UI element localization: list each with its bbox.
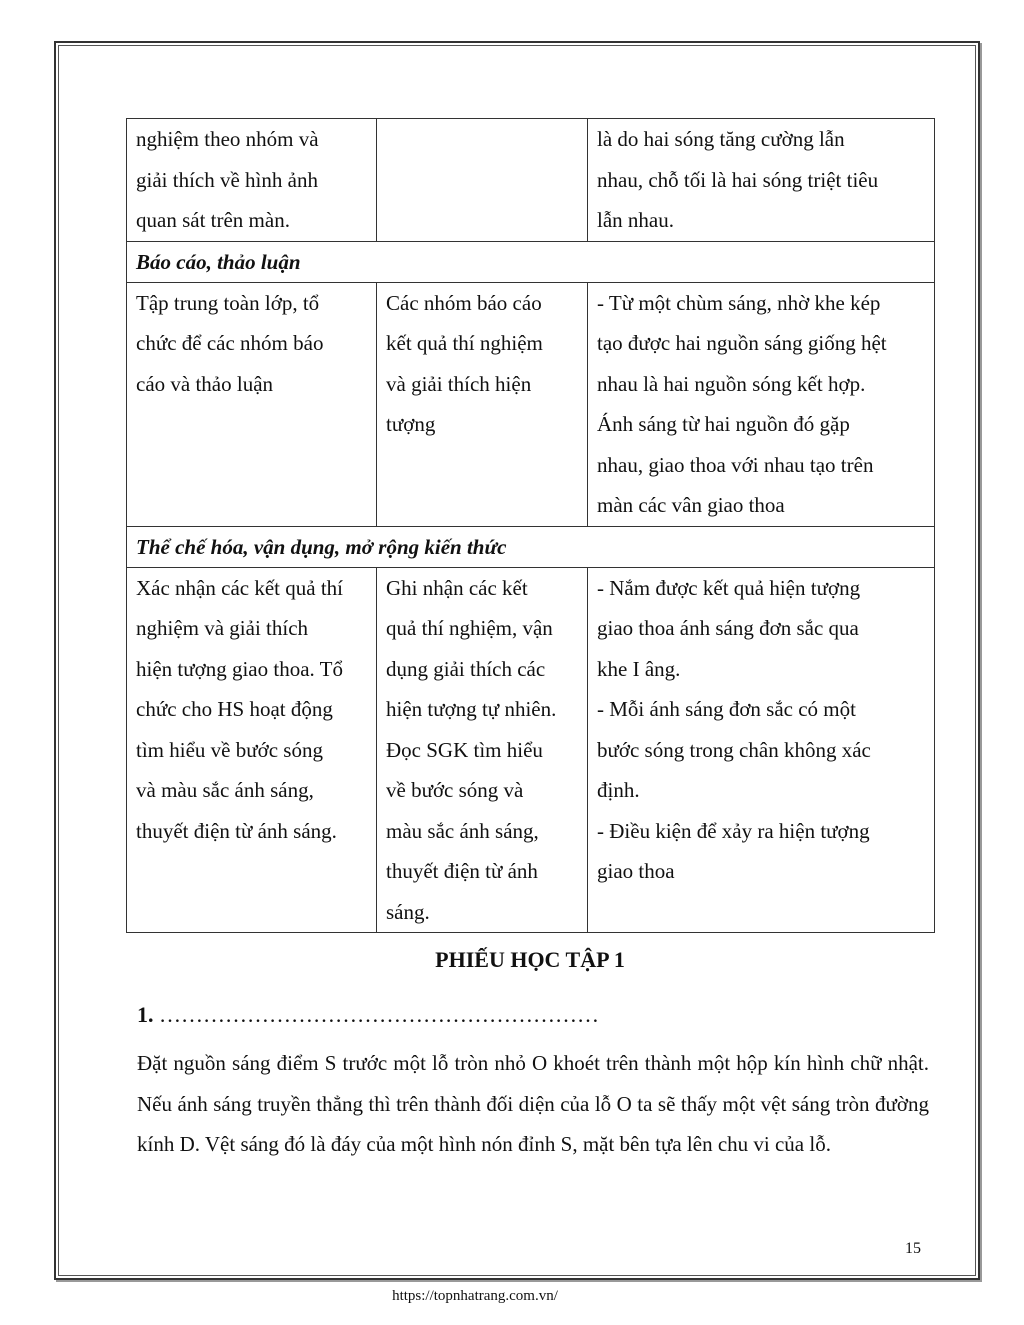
cell-text-line: sáng. xyxy=(386,899,430,924)
cell-text-line: thuyết điện từ ánh xyxy=(386,859,538,883)
cell-text-line: màu sắc ánh sáng, xyxy=(386,818,539,843)
table-row xyxy=(127,119,935,242)
cell-text-line: định. xyxy=(597,778,640,802)
cell-text-line: - Điều kiện để xảy ra hiện tượng xyxy=(597,818,870,843)
cell-text-line: bước sóng trong chân không xác xyxy=(597,737,871,762)
cell-text-line: Ánh sáng từ hai nguồn đó gặp xyxy=(597,412,850,436)
cell-text-line: giao thoa xyxy=(597,859,675,883)
cell-text-line: nghiệm theo nhóm và xyxy=(136,127,319,151)
cell-text-line: khe I âng. xyxy=(597,656,681,681)
cell-text-line: - Nắm được kết quả hiện tượng xyxy=(597,575,861,600)
cell-text-line: quả thí nghiệm, vận xyxy=(386,616,553,640)
student-activity-cell xyxy=(377,282,588,526)
cell-text-line: Ghi nhận các kết xyxy=(386,575,528,600)
footer-url: https://topnhatrang.com.vn/ xyxy=(392,1288,558,1304)
section-heading-institutionalize: Thể chế hóa, vận dụng, mở rộng kiến thức xyxy=(127,526,935,567)
cell-text-line: màn các vân giao thoa xyxy=(597,493,785,517)
question-line xyxy=(137,995,599,1035)
cell-text-line: nghiệm và giải thích xyxy=(136,616,309,640)
teacher-activity-cell xyxy=(127,282,377,526)
teacher-activity-cell xyxy=(127,567,377,933)
worksheet-title: PHIẾU HỌC TẬP 1 xyxy=(435,947,625,972)
cell-text-line: Tập trung toàn lớp, tổ xyxy=(136,290,320,315)
cell-text-line: - Mỗi ánh sáng đơn sắc có một xyxy=(597,697,856,721)
page-number: 15 xyxy=(905,1240,921,1257)
expected-outcome-cell xyxy=(588,567,935,933)
cell-text-line: hiện tượng giao thoa. Tổ xyxy=(136,656,343,681)
cell-text-line: nhau là hai nguồn sóng kết hợp. xyxy=(597,371,866,396)
cell-text-line: tượng xyxy=(386,412,436,436)
cell-text-line: là do hai sóng tăng cường lẫn xyxy=(597,127,845,151)
lesson-activity-table xyxy=(126,118,935,933)
question-dots: …………………………………………………… xyxy=(159,1002,599,1027)
cell-text-line: chức cho HS hoạt động xyxy=(136,697,333,721)
question-number: 1. xyxy=(137,1002,154,1027)
section-row xyxy=(127,526,935,567)
cell-text-line: thuyết điện từ ánh sáng. xyxy=(136,818,337,843)
expected-outcome-cell xyxy=(588,119,935,242)
cell-text-line: tạo được hai nguồn sáng giống hệt xyxy=(597,331,887,355)
cell-text-line: về bước sóng và xyxy=(386,778,524,802)
question-paragraph: Đặt nguồn sáng điểm S trước một lỗ tròn nhỏ O khoét trên thành một hộp kín hình chữ nhật. Nếu ánh sáng truyền thẳng thì trên thành đối diện của lỗ O ta sẽ thấy một vệt sáng tròn đường kính D. Vệt sáng đó là đáy của một hình nón đỉnh S, mặt bên tựa lên chu vi của lỗ. xyxy=(137,1051,929,1157)
cell-text-line: hiện tượng tự nhiên. xyxy=(386,697,557,721)
cell-text-line: kết quả thí nghiệm xyxy=(386,331,543,355)
cell-text-line: giải thích về hình ảnh xyxy=(136,167,318,192)
cell-text-line: và màu sắc ánh sáng, xyxy=(136,778,314,802)
cell-text-line: cáo và thảo luận xyxy=(136,371,274,396)
cell-text-line: lẫn nhau. xyxy=(597,208,674,232)
teacher-activity-cell xyxy=(127,119,377,242)
cell-text-line: Xác nhận các kết quả thí xyxy=(136,575,343,600)
cell-text-line: nhau, chỗ tối là hai sóng triệt tiêu xyxy=(597,167,879,192)
cell-text-line: Các nhóm báo cáo xyxy=(386,290,542,315)
table-row xyxy=(127,282,935,526)
student-activity-cell xyxy=(377,119,588,242)
cell-text-line: nhau, giao thoa với nhau tạo trên xyxy=(597,452,874,477)
cell-text-line: giao thoa ánh sáng đơn sắc qua xyxy=(597,616,859,640)
cell-text-line: chức để các nhóm báo xyxy=(136,331,324,355)
section-heading-report: Báo cáo, thảo luận xyxy=(127,241,935,282)
cell-text-line: Đọc SGK tìm hiểu xyxy=(386,737,543,762)
table-row xyxy=(127,567,935,933)
cell-text-line: quan sát trên màn. xyxy=(136,208,290,232)
cell-text-line: tìm hiểu về bước sóng xyxy=(136,737,323,762)
section-row xyxy=(127,241,935,282)
cell-text-line: dụng giải thích các xyxy=(386,656,546,681)
cell-text-line: - Từ một chùm sáng, nhờ khe kép xyxy=(597,290,881,315)
cell-text-line: và giải thích hiện xyxy=(386,371,532,396)
expected-outcome-cell xyxy=(588,282,935,526)
student-activity-cell xyxy=(377,567,588,933)
